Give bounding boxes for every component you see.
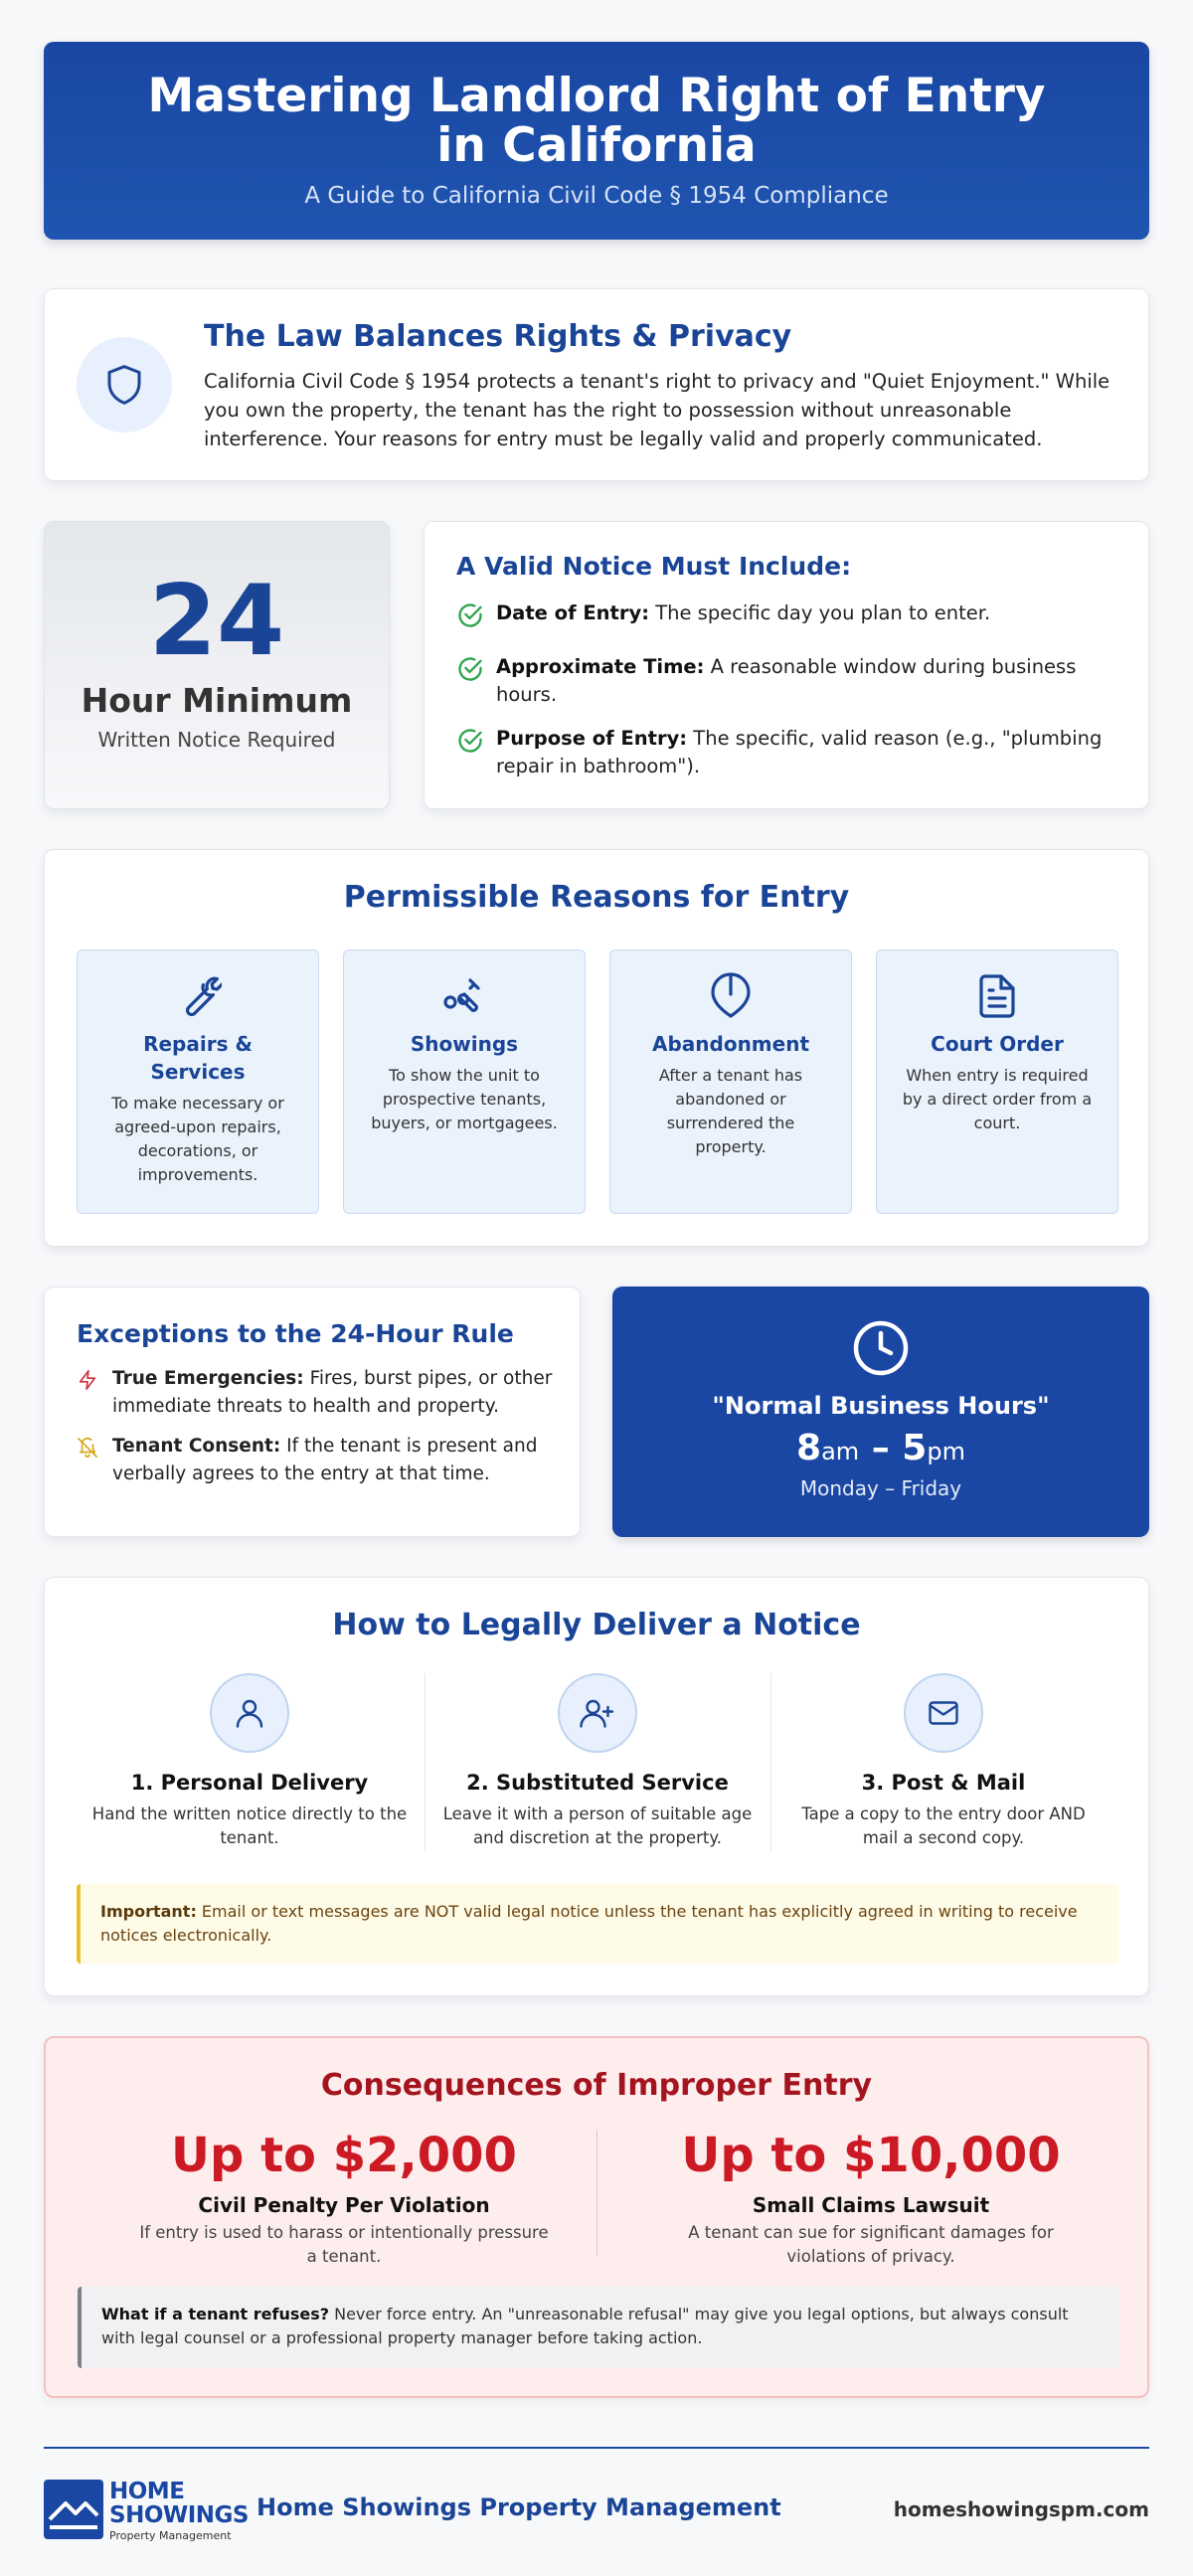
reason-repairs: Repairs & Services To make necessary or agreed-upon repairs, decorations, or improvements. [77, 949, 319, 1214]
divider [596, 2130, 597, 2257]
list-item: Tenant Consent: If the tenant is present and verbally agrees to the entry at that time. [77, 1433, 554, 1488]
tenant-refuses-note: What if a tenant refuses? Never force entry. An "unreasonable refusal" may give you legal options, but always consult with legal counsel or a professional property manager before taking action. [78, 2287, 1119, 2368]
important-note: Important: Email or text messages are NOT valid legal notice unless the tenant has explicitly agreed in writing to receive notices electronically. [77, 1884, 1118, 1964]
company-url-link[interactable]: homeshowingspm.com [893, 2497, 1149, 2521]
business-hours-days: Monday – Friday [799, 1476, 962, 1500]
bell-off-icon [77, 1437, 102, 1488]
key-icon [440, 972, 488, 1020]
delivery-card [44, 1577, 1149, 1996]
law-card [44, 288, 1149, 481]
company-logo[interactable]: HOME SHOWINGS Property Management [44, 2480, 243, 2543]
business-hours-card [612, 1287, 1149, 1537]
house-logo-icon [44, 2480, 103, 2539]
clock-icon [612, 1318, 1149, 1382]
law-title: The Law Balances Rights & Privacy [204, 319, 792, 354]
notice-minimum-card [44, 521, 390, 809]
footer-divider [44, 2447, 1149, 2449]
header-banner [44, 42, 1149, 240]
notice-hours-label: Hour Minimum [81, 681, 353, 720]
check-circle-icon [456, 655, 486, 691]
mail-icon [904, 1673, 983, 1753]
notice-hours-number: 24 [148, 565, 285, 678]
law-text: California Civil Code § 1954 protects a tenant's right to privacy and "Quiet Enjoyment." While you own the property, the tenant has the right to possession without unreasonable interference. Your reasons for entry must be legally valid and properly communicated. [204, 370, 1110, 450]
shield-icon [77, 337, 172, 432]
reasons-title: Permissible Reasons for Entry [343, 880, 850, 915]
company-name: Home Showings Property Management [256, 2493, 781, 2521]
person-icon [210, 1673, 289, 1753]
exceptions-card [44, 1287, 581, 1537]
business-hours-title: "Normal Business Hours" [712, 1392, 1050, 1420]
valid-notice-title: A Valid Notice Must Include: [456, 552, 852, 581]
check-circle-icon [456, 727, 486, 763]
delivery-title: How to Legally Deliver a Notice [332, 1608, 861, 1642]
consequences-card [44, 2036, 1149, 2398]
delivery-post-mail: 3. Post & Mail Tape a copy to the entry door AND mail a second copy. [770, 1673, 1116, 1850]
reasons-card [44, 849, 1149, 1247]
reason-court-order: Court Order When entry is required by a direct order from a court. [876, 949, 1118, 1214]
page-title: Mastering Landlord Right of Entry in California [147, 69, 1046, 173]
list-item: Date of Entry: The specific day you plan to enter. [456, 600, 1112, 637]
delivery-substituted: 2. Substituted Service Leave it with a person of suitable age and discretion at the property. [425, 1673, 770, 1850]
list-item: True Emergencies: Fires, burst pipes, or other immediate threats to health and property. [77, 1365, 554, 1421]
wrench-icon [174, 972, 222, 1020]
reason-abandonment: Abandonment After a tenant has abandoned or surrendered the property. [609, 949, 852, 1214]
page-subtitle: A Guide to California Civil Code § 1954 Compliance [304, 183, 889, 209]
delivery-personal: 1. Personal Delivery Hand the written notice directly to the tenant. [77, 1673, 423, 1850]
valid-notice-card [424, 521, 1149, 809]
check-circle-icon [456, 601, 486, 637]
consequences-title: Consequences of Improper Entry [320, 2068, 873, 2103]
lightning-icon [77, 1369, 102, 1421]
person-plus-icon [558, 1673, 637, 1753]
valid-notice-list [456, 600, 1112, 796]
consequence-civil-penalty: Up to $2,000 Civil Penalty Per Violation If entry is used to harass or intentionally pressure a tenant. [139, 2128, 549, 2266]
reason-showings: Showings To show the unit to prospective tenants, buyers, or mortgagees. [343, 949, 586, 1214]
business-hours-time: 8am – 5pm [796, 1428, 965, 1468]
exceptions-title: Exceptions to the 24-Hour Rule [77, 1319, 514, 1348]
consequence-small-claims: Up to $10,000 Small Claims Lawsuit A tenant can sue for significant damages for violations of privacy. [681, 2128, 1061, 2266]
list-item: Approximate Time: A reasonable window during business hours. [456, 653, 1112, 709]
notice-hours-sublabel: Written Notice Required [97, 728, 336, 752]
document-icon [973, 972, 1021, 1020]
abandon-icon [707, 972, 755, 1020]
list-item: Purpose of Entry: The specific, valid reason (e.g., "plumbing repair in bathroom"). [456, 725, 1112, 780]
